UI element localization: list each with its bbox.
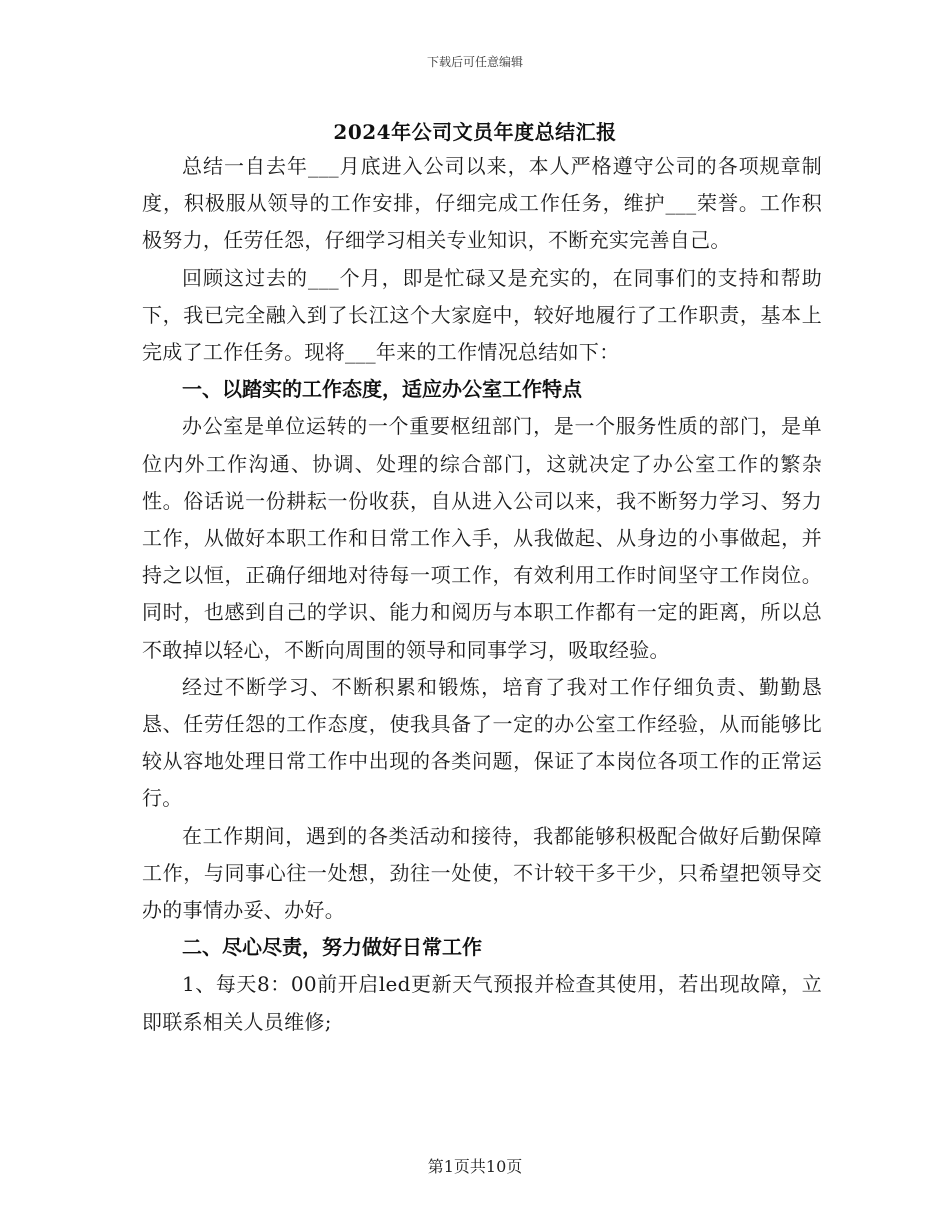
paragraph: 在工作期间，遇到的各类活动和接待，我都能够积极配合做好后勤保障工作，与同事心往一处想，劲往一处使，不计较干多干少，只希望把领导交办的事情办妥、办好。 [142, 823, 822, 923]
paragraph: 办公室是单位运转的一个重要枢纽部门，是一个服务性质的部门，是单位内外工作沟通、协调、处理的综合部门，这就决定了办公室工作的繁杂性。俗话说一份耕耘一份收获，自从进入公司以来，我不断努力学习、努力工作，从做好本职工作和日常工作入手，从我做起、从身边的小事做起，并持之以恒，正确仔细地对待每一项工作，有效利用工作时间坚守工作岗位。同时，也感到自己的学识、能力和阅历与本职工作都有一定的距离，所以总不敢掉以轻心，不断向周围的领导和同事学习，吸取经验。 [142, 414, 822, 662]
paragraph: 经过不断学习、不断积累和锻炼，培育了我对工作仔细负责、勤勤恳恳、任劳任怨的工作态度，使我具备了一定的办公室工作经验，从而能够比较从容地处理日常工作中出现的各类问题，保证了本岗位各项工作的正常运行。 [142, 674, 822, 811]
document-title: 2024年公司文员年度总结汇报 [333, 120, 617, 144]
section-heading: 二、尽心尽责，努力做好日常工作 [182, 935, 482, 960]
page-footer: 第1页共10页 [427, 1157, 523, 1176]
paragraph: 总结一自去年___月底进入公司以来，本人严格遵守公司的各项规章制度，积极服从领导的工作安排，仔细完成工作任务，维护___荣誉。工作积极努力，任劳任怨，仔细学习相关专业知识，不断充实完善自己。 [142, 154, 822, 253]
section-heading: 一、以踏实的工作态度，适应办公室工作特点 [182, 377, 582, 402]
paragraph: 回顾这过去的___个月，即是忙碌又是充实的，在同事们的支持和帮助下，我已完全融入到了长江这个大家庭中，较好地履行了工作职责，基本上完成了工作任务。现将___年来的工作情况总结如下： [142, 265, 822, 365]
header-note: 下载后可任意编辑 [426, 55, 523, 69]
paragraph: 1、每天8：00前开启led更新天气预报并检查其使用，若出现故障，立即联系相关人员维修; [142, 972, 822, 1034]
document-body [142, 148, 822, 1041]
